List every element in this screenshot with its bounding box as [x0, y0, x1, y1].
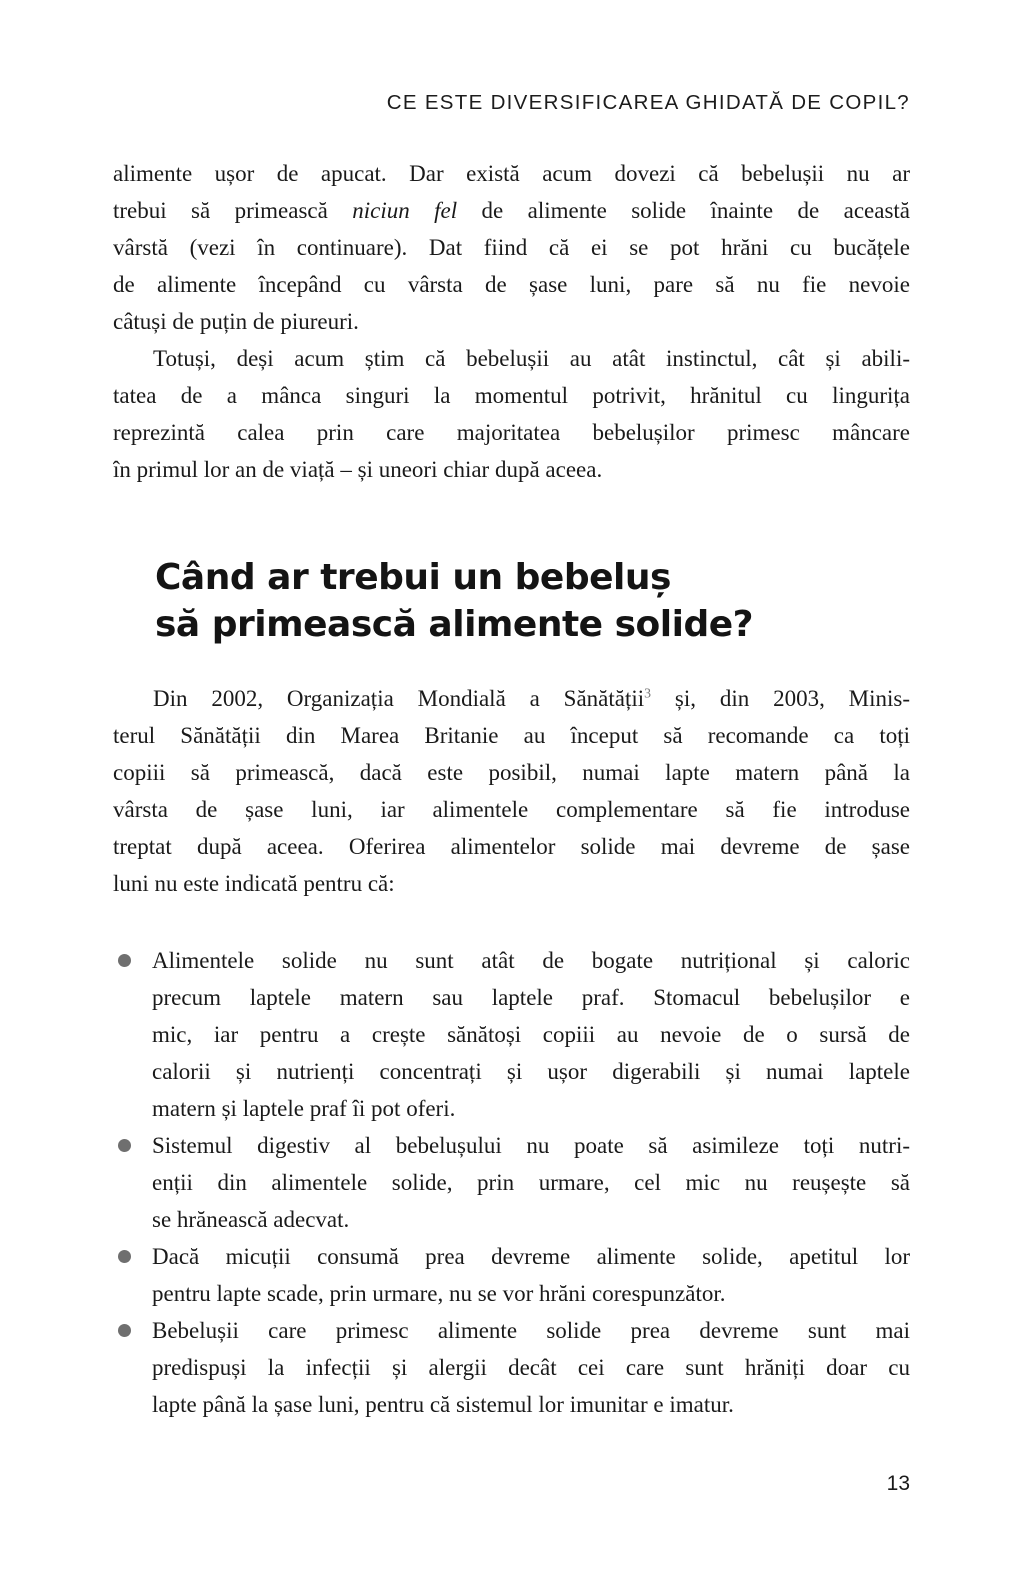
text-line: calorii și nutrienți concentrați și ușor digerabili și numai laptele	[152, 1059, 910, 1084]
bullet-dot-icon	[118, 1250, 131, 1263]
text-line: tatea de a mânca singuri la momentul potrivit, hrănitul cu lingurița	[113, 383, 910, 408]
text-line: Sistemul digestiv al bebelușului nu poate să asimileze toți nutri-	[152, 1133, 910, 1158]
reasons-bullet-list	[113, 942, 910, 1423]
text-line: în primul lor an de viață – și uneori chiar după aceea.	[113, 457, 603, 482]
text-line: vârsta de șase luni, iar alimentele complementare să fie introduse	[113, 797, 910, 822]
text-line: reprezintă calea prin care majoritatea bebelușilor primesc mâncare	[113, 420, 910, 445]
text-line: alimente ușor de apucat. Dar există acum dovezi că bebelușii nu ar	[113, 161, 910, 186]
text-line: Dacă micuții consumă prea devreme alimente solide, apetitul lor	[152, 1244, 910, 1269]
text-line: câtuși de puțin de piureuri.	[113, 309, 359, 334]
text-line: Din 2002, Organizația Mondială a Sănătății$^3$ și, din 2003, Minis-	[153, 685, 910, 711]
paragraph-who-recommendation	[113, 680, 910, 902]
text-line: vârstă (vezi în continuare). Dat fiind că ei se pot hrăni cu bucățele	[113, 235, 910, 260]
list-item	[113, 942, 910, 1127]
text-line: trebui să primească niciun fel de alimente solide înainte de această	[113, 198, 910, 223]
text-line: enții din alimentele solide, prin urmare, cel mic nu reușește să	[152, 1170, 910, 1195]
text-line: Totuși, deși acum știm că bebelușii au atât instinctul, cât și abili-	[153, 346, 910, 371]
text-line: Bebelușii care primesc alimente solide prea devreme sunt mai	[152, 1318, 910, 1343]
text-line: copiii să primească, dacă este posibil, numai lapte matern până la	[113, 760, 910, 785]
running-header: CE ESTE DIVERSIFICAREA GHIDATĂ DE COPIL?	[386, 91, 910, 114]
text-line: se hrănească adecvat.	[152, 1207, 350, 1232]
paragraph-spoon-feeding	[113, 340, 910, 488]
text-line: precum laptele matern sau laptele praf. Stomacul bebelușilor e	[152, 985, 910, 1010]
list-item	[113, 1312, 910, 1423]
section-heading	[113, 554, 910, 648]
text-line: de alimente începând cu vârsta de șase luni, pare să nu fie nevoie	[113, 272, 910, 297]
text-line: Când ar trebui un bebeluș	[155, 557, 671, 598]
text-column	[113, 0, 910, 1575]
list-item	[113, 1127, 910, 1238]
text-line: pentru lapte scade, prin urmare, nu se vor hrăni corespunzător.	[152, 1281, 726, 1306]
text-line: să primească alimente solide?	[155, 604, 754, 645]
paragraph-intro	[113, 155, 910, 340]
text-line: lapte până la șase luni, pentru că sistemul lor imunitar e imatur.	[152, 1392, 734, 1417]
list-item	[113, 1238, 910, 1312]
bullet-dot-icon	[118, 954, 131, 967]
text-line: mic, iar pentru a crește sănătoși copiii au nevoie de o sursă de	[152, 1022, 910, 1047]
bullet-dot-icon	[118, 1139, 131, 1152]
bullet-dot-icon	[118, 1324, 131, 1337]
text-line: matern și laptele praf îi pot oferi.	[152, 1096, 456, 1121]
text-line: treptat după aceea. Oferirea alimentelor solide mai devreme de șase	[113, 834, 910, 859]
text-line: luni nu este indicată pentru că:	[113, 871, 395, 896]
text-line: Alimentele solide nu sunt atât de bogate nutrițional și caloric	[152, 948, 910, 973]
page-number: 13	[886, 1472, 910, 1495]
text-line: terul Sănătății din Marea Britanie au început să recomande ca toți	[113, 723, 910, 748]
text-line: predispuși la infecții și alergii decât cei care sunt hrăniți doar cu	[152, 1355, 910, 1380]
